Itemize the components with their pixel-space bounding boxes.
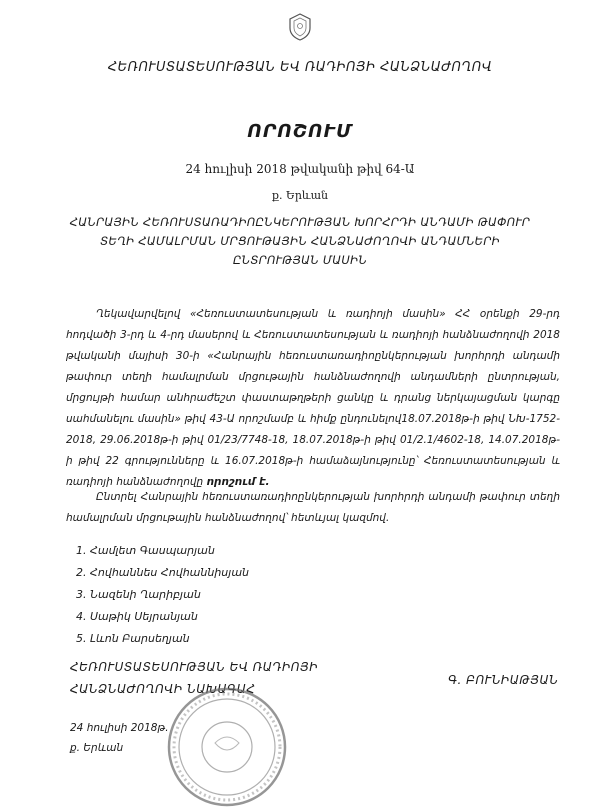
list-item: 3. Նազենի Ղարիբյան bbox=[90, 584, 249, 606]
coat-of-arms-icon bbox=[285, 12, 315, 42]
signatory-name: Գ. ԲՈՒՆԻԱԹՅԱՆ bbox=[448, 673, 559, 687]
preamble-paragraph bbox=[66, 304, 560, 493]
decision-subject: ՀԱՆՐԱՅԻՆ ՀԵՌՈՒՍՏԱՌԱԴԻՈԸՆԿԵՐՈՒԹՅԱՆ ԽՈՐՀՐԴԻ ԱՆԴԱՄԻ ԹԱՓՈՒՐ ՏԵՂԻ ՀԱՄԱԼՐՄԱՆ ՄՐՑՈՒԹԱՅԻՆ ՀԱՆՁՆԱԺՈՂՈՎԻ ԱՆԴԱՄՆԵՐԻ ԸՆՏՐՈՒԹՅԱՆ ՄԱՍԻՆ bbox=[69, 215, 531, 267]
member-list bbox=[68, 540, 249, 650]
decision-date-number: 24 հուլիսի 2018 թվականի թիվ 64-Ա bbox=[185, 162, 415, 176]
list-item: 5. Լևոն Բարսեղյան bbox=[90, 628, 249, 650]
signature-date: 24 հուլիսի 2018թ. bbox=[70, 722, 169, 734]
organization-name: ՀԵՌՈՒՍՏԱՏԵՍՈՒԹՅԱՆ ԵՎ ՌԱԴԻՈՅԻ ՀԱՆՁՆԱԺՈՂՈՎ bbox=[107, 60, 493, 75]
issue-city: ք. Երևան bbox=[271, 189, 329, 202]
list-item: 2. Հովհաննես Հովհաննիսյան bbox=[90, 562, 249, 584]
list-item: 1. Համլետ Գասպարյան bbox=[90, 540, 249, 562]
official-seal-icon bbox=[165, 685, 290, 810]
signature-city: ք. Երևան bbox=[70, 742, 124, 754]
preamble-text: Ղեկավարվելով «Հեռուստատեսության և ռադիոյի մասին» ՀՀ օրենքի 29-րդ հոդվածի 3-րդ և 4-րդ մասերով և Հեռուստատեսության և ռադիոյի հանձնաժողովի 2018 թվականի մայիսի 30-ի «Հանրային հեռուստառադիոընկերության խորհրդի անդամի թափուր տեղի համալրման մրցութային հանձնաժողովի անդամների ընտրության, մրցույթի համար անհրաժեշտ փաստաթղթերի ցանկը և դրանց ներկայացման կարգը սահմանելու մասին» թիվ 43-Ա որոշմամբ և հիմք ընդունելով18.07.2018թ-ի թիվ ՆԽ-1752-2018, 29.06.2018թ-ի թիվ 01/23/7748-18, 18.07.2018թ-ի թիվ 01/2.1/4602-18, 14.07.2018թ-ի թիվ 22 գրությունները և 16.07.2018թ-ի համաձայնությունը՝ Հեռուստատեսության և ռադիոյի հանձնաժողովը bbox=[66, 308, 560, 488]
resolution-paragraph: Ընտրել Հանրային հեռուստառադիոընկերության խորհրդի անդամի թափուր տեղի համալրման մրցութային հանձնաժողով՝ հետևյալ կազմով. bbox=[66, 491, 560, 524]
list-item: 4. Սաթիկ Սեյրանյան bbox=[90, 606, 249, 628]
document-title: ՈՐՈՇՈՒՄ bbox=[247, 121, 353, 142]
signatory-title-line1: ՀԵՌՈՒՍՏԱՏԵՍՈՒԹՅԱՆ ԵՎ ՌԱԴԻՈՅԻ bbox=[70, 660, 319, 674]
signatory-title-line2: ՀԱՆՁՆԱԺՈՂՈՎԻ ՆԱԽԱԳԱՀ bbox=[70, 682, 256, 696]
decides-emphasis: որոշում է. bbox=[206, 476, 270, 488]
